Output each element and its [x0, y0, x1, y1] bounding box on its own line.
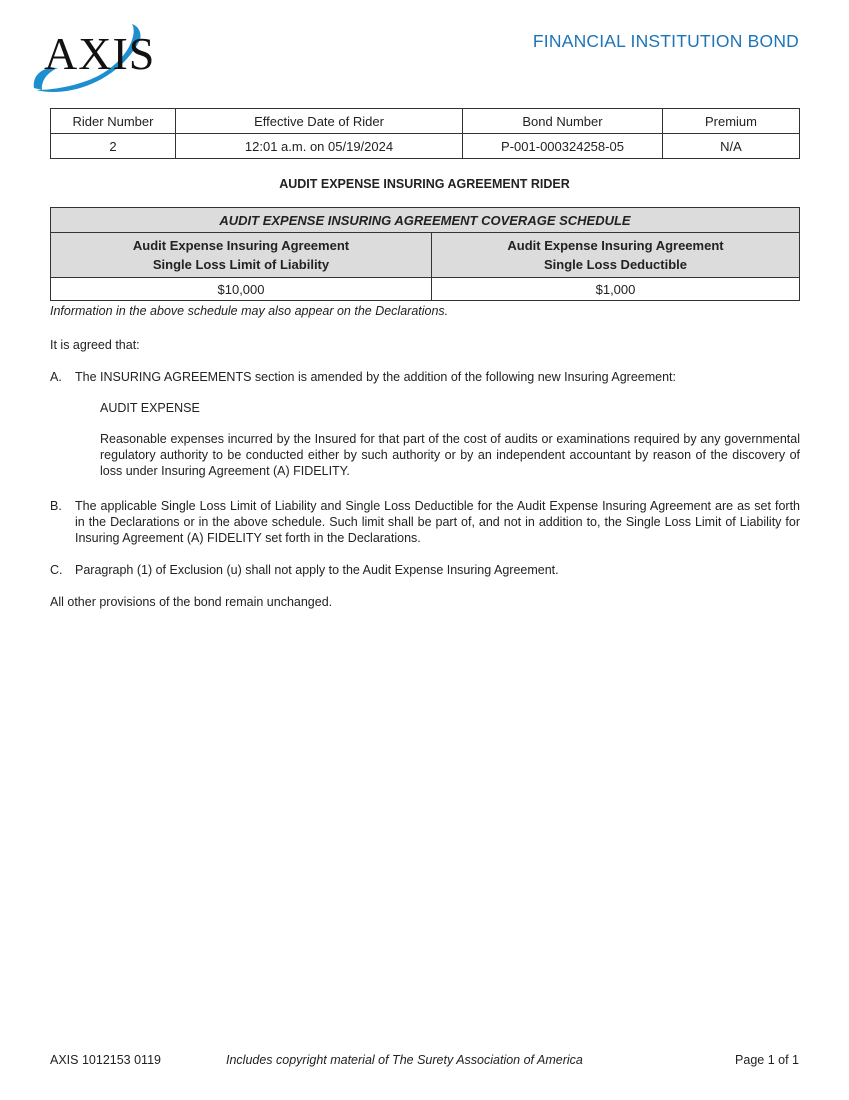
page-number: Page 1 of 1 [735, 1053, 799, 1067]
rider-info-table [50, 108, 800, 159]
schedule-header-row [51, 233, 800, 278]
effective-date-value: 12:01 a.m. on 05/19/2024 [176, 134, 463, 159]
premium-header: Premium [663, 109, 800, 134]
bond-number-value: P-001-000324258-05 [463, 134, 663, 159]
deductible-header [432, 233, 800, 278]
rider-title: AUDIT EXPENSE INSURING AGREEMENT RIDER [279, 177, 570, 191]
effective-date-header: Effective Date of Rider [176, 109, 463, 134]
limit-header-line-2: Single Loss Limit of Liability [152, 257, 330, 272]
deductible-header-line-1: Audit Expense Insuring Agreement [507, 238, 724, 253]
logo-wordmark: AXIS [44, 28, 156, 79]
deductible-value: $1,000 [432, 278, 800, 301]
paragraph-a-text: The INSURING AGREEMENTS section is amended by the addition of the following new Insuring Agreement: [75, 370, 676, 384]
paragraph-b-text: The applicable Single Loss Limit of Liability and Single Loss Deductible for the Audit Expense Insuring Agreement are as set forth in the Declarations or in the above schedule. Such limit shall be part of, and not in addition to, the Single Loss Limit of Liability for Insuring Agreement (A) FIDELITY set forth in the Declarations. [75, 499, 800, 545]
bond-number-header: Bond Number [463, 109, 663, 134]
schedule-caption-row [51, 208, 800, 233]
deductible-header-line-2: Single Loss Deductible [543, 257, 688, 272]
premium-value: N/A [663, 134, 800, 159]
form-number: AXIS 1012153 0119 [50, 1053, 161, 1067]
audit-expense-subtitle: AUDIT EXPENSE [100, 401, 200, 415]
document-title: FINANCIAL INSTITUTION BOND [532, 31, 799, 51]
rider-number-value: 2 [51, 134, 176, 159]
paragraph-a-label: A. [50, 370, 62, 384]
coverage-schedule-table [50, 207, 800, 301]
rider-table-header-row [51, 109, 800, 134]
limit-header-line-1: Audit Expense Insuring Agreement [132, 238, 350, 253]
schedule-caption: AUDIT EXPENSE INSURING AGREEMENT COVERAGE SCHEDULE [51, 208, 800, 233]
axis-logo [28, 20, 156, 96]
schedule-note: Information in the above schedule may also appear on the Declarations. [50, 304, 449, 318]
intro-text: It is agreed that: [50, 338, 140, 352]
paragraph-c-text: Paragraph (1) of Exclusion (u) shall not apply to the Audit Expense Insuring Agreement. [75, 563, 559, 577]
limit-of-liability-header [51, 233, 432, 278]
rider-table-value-row [51, 134, 800, 159]
schedule-value-row [51, 278, 800, 301]
copyright-notice: Includes copyright material of The Surety Association of America [226, 1053, 583, 1067]
paragraph-b-label: B. [50, 499, 62, 513]
closing-text: All other provisions of the bond remain unchanged. [50, 595, 333, 609]
limit-of-liability-value: $10,000 [51, 278, 432, 301]
paragraph-c-label: C. [50, 563, 63, 577]
audit-expense-definition: Reasonable expenses incurred by the Insured for that part of the cost of audits or examinations required by any governmental regulatory authority to be conducted either by such authority or by an independent accountant by reason of the discovery of loss under Insuring Agreement (A) FIDELITY. [100, 432, 800, 478]
rider-number-header: Rider Number [51, 109, 176, 134]
